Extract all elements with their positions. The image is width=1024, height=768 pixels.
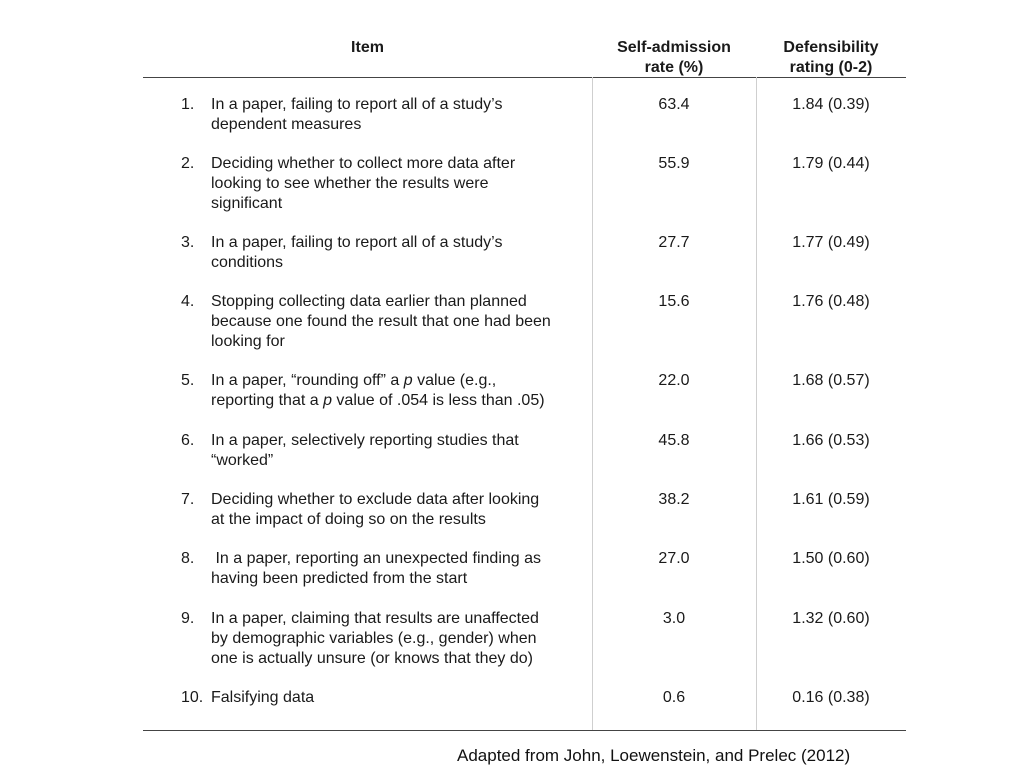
row-item-text <box>211 431 586 471</box>
row-rating: 0.16 (0.38) <box>792 689 870 706</box>
row-rating: 1.68 (0.57) <box>792 372 870 389</box>
row-item-line: reporting that a p value of .054 is less than .05) <box>211 392 545 409</box>
row-rate: 22.0 <box>658 372 690 389</box>
row-item-line: conditions <box>211 254 284 271</box>
row-item-line: Deciding whether to collect more data after <box>211 155 516 172</box>
row-rating: 1.32 (0.60) <box>792 610 870 627</box>
table-row <box>143 549 906 609</box>
row-rate: 0.6 <box>662 689 686 706</box>
row-item-line: In a paper, selectively reporting studies that <box>211 432 519 449</box>
row-item-text <box>211 95 586 135</box>
header-item-label: Item <box>351 39 384 56</box>
row-rate: 63.4 <box>658 96 690 113</box>
row-number: 9. <box>181 610 195 627</box>
row-rating: 1.61 (0.59) <box>792 491 870 508</box>
row-item-text <box>211 292 586 352</box>
header-self-admission <box>592 38 756 78</box>
row-item-text <box>211 154 586 214</box>
row-item-line: In a paper, failing to report all of a study’s <box>211 234 503 251</box>
row-item-text <box>211 688 586 708</box>
row-item-line: by demographic variables (e.g., gender) when <box>211 630 537 647</box>
header-defensibility <box>756 38 906 78</box>
row-item-line: significant <box>211 195 283 212</box>
row-rating: 1.84 (0.39) <box>792 96 870 113</box>
header-self-admission-line2: rate (%) <box>644 59 704 76</box>
row-number: 10. <box>181 689 204 706</box>
row-item-text <box>211 549 586 589</box>
row-item-line: “worked” <box>211 452 274 469</box>
row-number: 7. <box>181 491 195 508</box>
row-item-line: at the impact of doing so on the results <box>211 511 486 528</box>
row-item-line: Stopping collecting data earlier than planned <box>211 293 527 310</box>
row-item-line: one is actually unsure (or knows that they do) <box>211 650 533 667</box>
header-rule <box>143 77 906 78</box>
row-number: 4. <box>181 293 195 310</box>
row-item-line: In a paper, “rounding off” a p value (e.g., <box>211 372 497 389</box>
table-row <box>143 154 906 233</box>
row-item-line: Falsifying data <box>211 689 315 706</box>
row-item-line: looking for <box>211 333 285 350</box>
table-row <box>143 431 906 490</box>
header-defensibility-line2: rating (0-2) <box>789 59 873 76</box>
row-number: 3. <box>181 234 195 251</box>
row-item-text <box>211 233 586 273</box>
row-number: 2. <box>181 155 195 172</box>
table-row <box>143 292 906 371</box>
row-rate: 38.2 <box>658 491 690 508</box>
row-item-line: In a paper, claiming that results are unaffected <box>211 610 539 627</box>
row-rating: 1.79 (0.44) <box>792 155 870 172</box>
table-row <box>143 688 906 728</box>
row-number: 5. <box>181 372 195 389</box>
row-item-line: looking to see whether the results were <box>211 175 489 192</box>
row-item-line: because one found the result that one had been <box>211 313 551 330</box>
row-item-text <box>211 371 586 411</box>
row-item-line: having been predicted from the start <box>211 570 468 587</box>
table-row <box>143 371 906 431</box>
table-row <box>143 95 906 154</box>
row-item-line: dependent measures <box>211 116 362 133</box>
row-number: 1. <box>181 96 195 113</box>
row-rating: 1.50 (0.60) <box>792 550 870 567</box>
row-rate: 45.8 <box>658 432 690 449</box>
row-rate: 27.7 <box>658 234 690 251</box>
row-rate: 27.0 <box>658 550 690 567</box>
row-rating: 1.76 (0.48) <box>792 293 870 310</box>
table-body <box>143 95 906 728</box>
header-item <box>143 38 592 58</box>
row-rate: 15.6 <box>658 293 690 310</box>
source-citation: Adapted from John, Loewenstein, and Prelec (2012) <box>457 746 851 765</box>
row-rate: 55.9 <box>658 155 690 172</box>
row-number: 8. <box>181 550 195 567</box>
row-item-text <box>211 490 586 530</box>
row-item-line: Deciding whether to exclude data after looking <box>211 491 540 508</box>
table-header <box>143 34 906 78</box>
row-rating: 1.77 (0.49) <box>792 234 870 251</box>
row-item-text <box>211 609 586 669</box>
row-rate: 3.0 <box>662 610 686 627</box>
row-number: 6. <box>181 432 195 449</box>
header-self-admission-line1: Self-admission <box>617 39 731 56</box>
table-row <box>143 233 906 292</box>
footer-rule <box>143 730 906 731</box>
header-defensibility-line1: Defensibility <box>783 39 879 56</box>
row-item-line: In a paper, reporting an unexpected finding as <box>211 550 542 567</box>
table-row <box>143 609 906 688</box>
row-rating: 1.66 (0.53) <box>792 432 870 449</box>
table-row <box>143 490 906 549</box>
row-item-line: In a paper, failing to report all of a study’s <box>211 96 503 113</box>
